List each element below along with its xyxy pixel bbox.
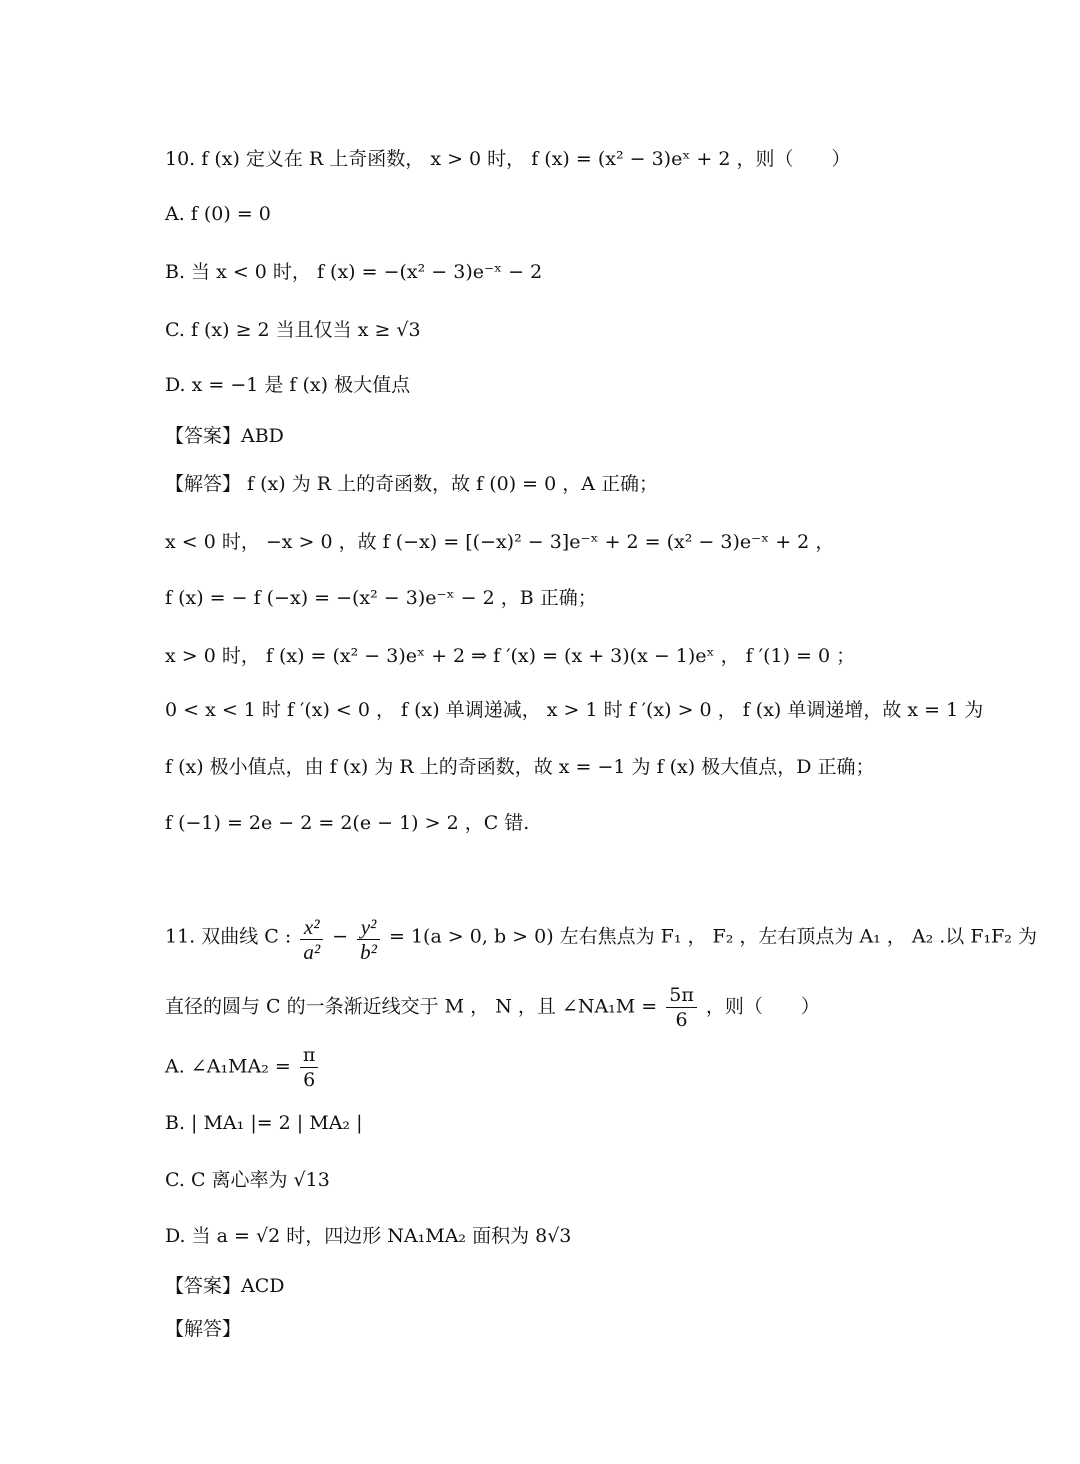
q11-optA-numerator: π xyxy=(300,1043,319,1068)
q11-option-d: D. 当 a = √2 时，四边形 NA₁MA₂ 面积为 8√3 xyxy=(165,1225,572,1247)
q11-minus-sign: − xyxy=(332,925,349,948)
q11-stem-line-2 xyxy=(165,983,820,1032)
q11-option-b: B. | MA₁ |= 2 | MA₂ | xyxy=(165,1112,363,1134)
q11-solution-label: 【解答】 xyxy=(165,1318,242,1340)
q10-option-b: B. 当 x < 0 时， f (x) = −(x² − 3)e⁻ˣ − 2 xyxy=(165,261,543,283)
q10-solution-line-2: x < 0 时， −x > 0 ，故 f (−x) = [(−x)² − 3]e⁻ˣ + 2 = (x² − 3)e⁻ˣ + 2 ， xyxy=(165,531,835,553)
q11-answer: 【答案】ACD xyxy=(165,1275,285,1297)
q11-frac2-denominator: b² xyxy=(360,940,377,964)
q11-fraction-pi-6 xyxy=(300,1043,319,1092)
q11-stem-prefix: 11. 双曲线 C : xyxy=(165,925,292,948)
q11-stem-suffix: = 1(a > 0, b > 0) 左右焦点为 F₁ ， F₂ ，左右顶点为 A₁ ， A₂ .以 F₁F₂ 为 xyxy=(388,925,1037,948)
q11-fraction-5pi-6 xyxy=(666,983,697,1032)
q10-solution-line-7: f (−1) = 2e − 2 = 2(e − 1) > 2 ，C 错. xyxy=(165,812,530,834)
q11-fraction-y2-b2 xyxy=(357,915,380,964)
q10-option-a: A. f (0) = 0 xyxy=(165,203,271,225)
q11-stem2-prefix: 直径的圆与 C 的一条渐近线交于 M ， N ，且 ∠NA₁M = xyxy=(165,995,658,1018)
q10-solution-line-6: f (x) 极小值点，由 f (x) 为 R 上的奇函数，故 x = −1 为 f (x) 极大值点，D 正确； xyxy=(165,756,875,778)
q10-stem: 10. f (x) 定义在 R 上奇函数， x > 0 时， f (x) = (x² − 3)eˣ + 2 ，则（ ） xyxy=(165,148,851,170)
q11-stem2-denominator: 6 xyxy=(675,1009,688,1031)
q10-solution-line-1: 【解答】 f (x) 为 R 上的奇函数，故 f (0) = 0 ，A 正确； xyxy=(165,473,658,495)
q11-option-a xyxy=(165,1043,321,1092)
q10-option-d: D. x = −1 是 f (x) 极大值点 xyxy=(165,374,411,396)
q11-frac1-denominator: a² xyxy=(303,940,321,964)
q11-frac2-numerator: y² xyxy=(357,915,380,940)
q11-option-a-prefix: A. ∠A₁MA₂ = xyxy=(165,1055,291,1078)
q11-frac1-numerator: x² xyxy=(300,915,323,940)
q11-optA-denominator: 6 xyxy=(303,1069,316,1091)
q11-stem xyxy=(165,913,1037,962)
q10-option-c: C. f (x) ≥ 2 当且仅当 x ≥ √3 xyxy=(165,319,421,341)
q10-answer: 【答案】ABD xyxy=(165,425,284,447)
q10-solution-line-4: x > 0 时， f (x) = (x² − 3)eˣ + 2 ⇒ f ′(x) = (x + 3)(x − 1)eˣ ， f ′(1) = 0 ； xyxy=(165,645,856,667)
q11-fraction-x2-a2 xyxy=(300,915,323,964)
q11-stem2-suffix: ，则（ ） xyxy=(705,995,820,1018)
q11-stem2-numerator: 5π xyxy=(666,983,697,1008)
q10-solution-line-3: f (x) = − f (−x) = −(x² − 3)e⁻ˣ − 2 ，B 正确； xyxy=(165,587,597,609)
q10-solution-line-5: 0 < x < 1 时 f ′(x) < 0 ， f (x) 单调递减， x > 1 时 f ′(x) > 0 ， f (x) 单调递增，故 x = 1 为 xyxy=(165,699,984,721)
q11-option-c: C. C 离心率为 √13 xyxy=(165,1169,330,1191)
